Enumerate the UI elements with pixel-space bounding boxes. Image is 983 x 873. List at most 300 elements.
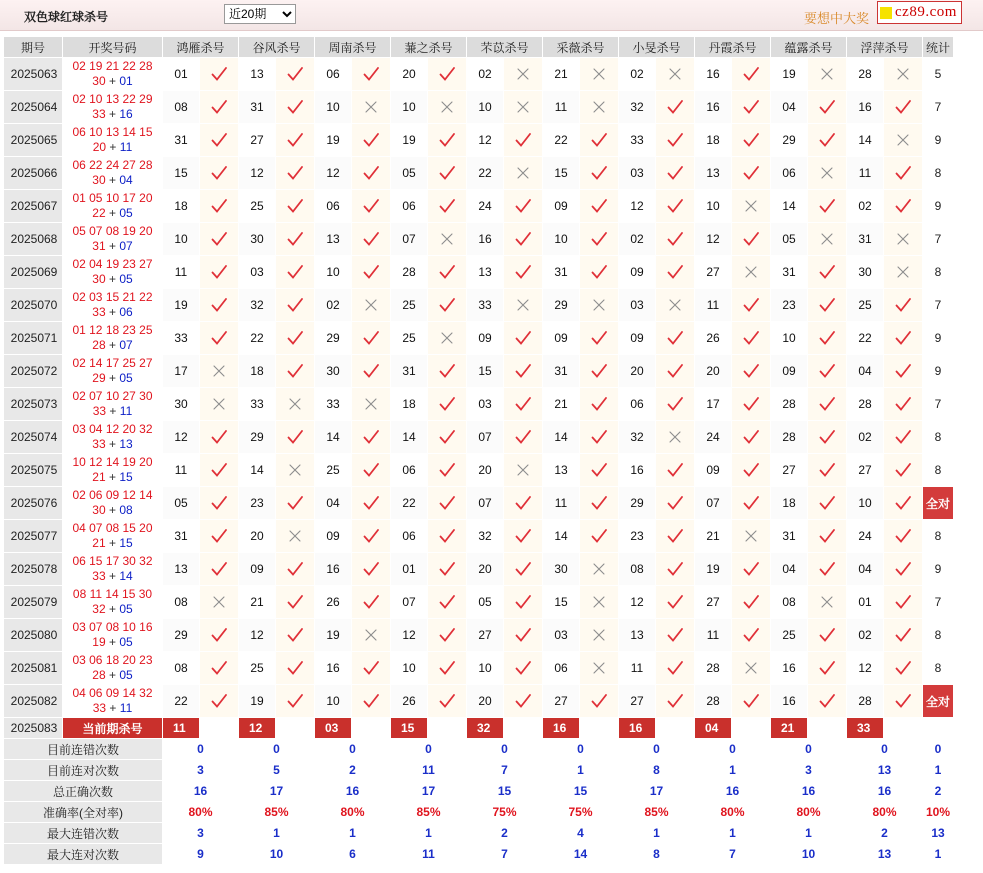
kill-number: 27 [543, 685, 579, 717]
check-icon [667, 528, 683, 544]
balls-second-line [63, 140, 162, 155]
draw-numbers-cell [63, 355, 162, 387]
cross-icon [819, 165, 835, 181]
result-mark [276, 685, 314, 717]
result-mark [808, 190, 846, 222]
plus-sign: + [105, 602, 120, 616]
stat-value: 80% [163, 802, 238, 822]
column-header: 统计 [923, 37, 953, 57]
kill-number: 27 [695, 586, 731, 618]
kill-number: 20 [391, 58, 427, 90]
kill-number: 09 [619, 256, 655, 288]
check-icon [895, 693, 911, 709]
stat-value: 3 [163, 823, 238, 843]
result-mark [428, 685, 466, 717]
kill-number: 29 [315, 322, 351, 354]
kill-number: 33 [467, 289, 503, 321]
stat-value: 0 [163, 739, 238, 759]
kill-number: 13 [239, 58, 275, 90]
kill-number: 32 [467, 520, 503, 552]
result-mark [352, 421, 390, 453]
kill-number: 18 [163, 190, 199, 222]
result-mark [808, 520, 846, 552]
kill-number: 28 [391, 256, 427, 288]
check-icon [895, 363, 911, 379]
result-mark [808, 355, 846, 387]
kill-number: 11 [543, 487, 579, 519]
check-icon [667, 594, 683, 610]
red-ball: 22 [92, 206, 106, 220]
result-mark [200, 256, 238, 288]
kill-number: 01 [847, 586, 883, 618]
result-mark [200, 223, 238, 255]
result-mark [200, 421, 238, 453]
check-icon [895, 330, 911, 346]
cross-icon [287, 462, 303, 478]
all-correct-badge: 全对 [923, 487, 953, 519]
kill-number: 31 [771, 256, 807, 288]
result-mark [580, 685, 618, 717]
result-mark [656, 289, 694, 321]
kill-number: 01 [391, 553, 427, 585]
count-cell: 7 [923, 388, 953, 420]
count-cell: 9 [923, 190, 953, 222]
check-icon [211, 231, 227, 247]
check-icon [667, 165, 683, 181]
cross-icon [591, 660, 607, 676]
stat-value: 2 [315, 760, 390, 780]
result-mark [200, 157, 238, 189]
cross-icon [895, 231, 911, 247]
kill-number: 13 [619, 619, 655, 651]
result-mark [580, 586, 618, 618]
check-icon [287, 627, 303, 643]
check-icon [819, 561, 835, 577]
result-mark [884, 256, 922, 288]
kill-number: 30 [315, 355, 351, 387]
result-mark [352, 190, 390, 222]
kill-number: 30 [163, 388, 199, 420]
result-mark [884, 355, 922, 387]
kill-number: 02 [847, 619, 883, 651]
result-mark [808, 91, 846, 123]
current-kill-number: 12 [239, 718, 275, 738]
balls-second-line [63, 602, 162, 617]
draw-numbers-cell [63, 289, 162, 321]
check-icon [515, 627, 531, 643]
result-mark [352, 685, 390, 717]
check-icon [743, 462, 759, 478]
balls-second-line [63, 305, 162, 320]
check-icon [667, 627, 683, 643]
red-balls-line: 02 10 13 22 29 [72, 92, 153, 106]
issue-cell: 2025063 [4, 58, 62, 90]
stat-value: 1 [239, 823, 314, 843]
stat-row [4, 760, 953, 780]
result-mark [656, 685, 694, 717]
current-blank [352, 718, 390, 738]
check-icon [211, 330, 227, 346]
cross-icon [667, 66, 683, 82]
kill-number: 11 [163, 454, 199, 486]
check-icon [439, 363, 455, 379]
issue-cell: 2025064 [4, 91, 62, 123]
balls-second-line [63, 74, 162, 89]
result-mark [808, 58, 846, 90]
current-kill-number: 33 [847, 718, 883, 738]
result-mark [656, 520, 694, 552]
stat-value: 17 [239, 781, 314, 801]
kill-number: 08 [163, 586, 199, 618]
check-icon [287, 297, 303, 313]
result-mark [200, 388, 238, 420]
table-row [4, 454, 953, 486]
period-select[interactable] [224, 4, 296, 24]
kill-number: 09 [239, 553, 275, 585]
stat-value: 1 [315, 823, 390, 843]
current-blank [656, 718, 694, 738]
result-mark [428, 190, 466, 222]
kill-number: 02 [619, 58, 655, 90]
check-icon [895, 660, 911, 676]
kill-number: 17 [695, 388, 731, 420]
kill-number: 10 [467, 652, 503, 684]
check-icon [819, 297, 835, 313]
plus-sign: + [106, 140, 120, 154]
stat-value: 7 [695, 844, 770, 864]
header-row [4, 37, 953, 57]
kill-number: 29 [543, 289, 579, 321]
result-mark [884, 454, 922, 486]
kill-number: 25 [239, 190, 275, 222]
count-cell: 8 [923, 157, 953, 189]
result-mark [428, 124, 466, 156]
kill-number: 25 [315, 454, 351, 486]
result-mark [428, 553, 466, 585]
result-mark [732, 652, 770, 684]
cross-icon [363, 99, 379, 115]
stat-row [4, 823, 953, 843]
result-mark [352, 289, 390, 321]
check-icon [211, 429, 227, 445]
balls-second-line [63, 338, 162, 353]
check-icon [515, 132, 531, 148]
result-mark [732, 454, 770, 486]
stat-value: 13 [847, 844, 922, 864]
cross-icon [591, 66, 607, 82]
kill-number: 11 [163, 256, 199, 288]
check-icon [515, 429, 531, 445]
check-icon [591, 693, 607, 709]
draw-numbers-cell [63, 652, 162, 684]
result-mark [580, 553, 618, 585]
result-mark [656, 421, 694, 453]
check-icon [515, 396, 531, 412]
draw-numbers-cell [63, 190, 162, 222]
count-cell: 8 [923, 619, 953, 651]
result-mark [656, 652, 694, 684]
plus-sign: + [106, 701, 120, 715]
check-icon [439, 495, 455, 511]
check-icon [211, 627, 227, 643]
check-icon [591, 396, 607, 412]
cross-icon [743, 198, 759, 214]
result-mark [504, 421, 542, 453]
plus-sign: + [105, 239, 120, 253]
result-mark [428, 520, 466, 552]
kill-number: 08 [163, 91, 199, 123]
blue-ball: 11 [119, 140, 133, 154]
current-blank [732, 718, 770, 738]
issue-cell: 2025065 [4, 124, 62, 156]
cross-icon [819, 66, 835, 82]
column-header: 采薇杀号 [543, 37, 618, 57]
draw-numbers-cell [63, 388, 162, 420]
result-mark [580, 157, 618, 189]
kill-number: 08 [771, 586, 807, 618]
kill-number: 12 [619, 190, 655, 222]
result-mark [352, 58, 390, 90]
cross-icon [211, 594, 227, 610]
cross-icon [591, 99, 607, 115]
kill-number: 28 [771, 421, 807, 453]
check-icon [895, 462, 911, 478]
blue-ball: 05 [119, 635, 133, 649]
draw-numbers-cell [63, 520, 162, 552]
check-icon [819, 330, 835, 346]
check-icon [895, 561, 911, 577]
stat-value: 1 [619, 823, 694, 843]
check-icon [591, 165, 607, 181]
kill-number: 06 [391, 190, 427, 222]
kill-number: 18 [239, 355, 275, 387]
check-icon [895, 297, 911, 313]
balls-second-line [63, 173, 162, 188]
current-kill-number: 15 [391, 718, 427, 738]
stat-value: 16 [315, 781, 390, 801]
kill-number: 21 [239, 586, 275, 618]
result-mark [352, 586, 390, 618]
blue-ball: 05 [119, 668, 133, 682]
kill-number: 03 [619, 289, 655, 321]
kill-number: 16 [695, 58, 731, 90]
kill-number: 14 [391, 421, 427, 453]
cross-icon [667, 429, 683, 445]
kill-number: 09 [467, 322, 503, 354]
issue-cell: 2025066 [4, 157, 62, 189]
check-icon [667, 693, 683, 709]
kill-number: 03 [543, 619, 579, 651]
red-balls-line: 04 07 08 15 20 [72, 521, 153, 535]
check-icon [439, 297, 455, 313]
stat-value: 17 [619, 781, 694, 801]
count-cell: 8 [923, 454, 953, 486]
result-mark [580, 652, 618, 684]
kill-number: 06 [391, 454, 427, 486]
issue-cell: 2025083 [4, 718, 62, 738]
check-icon [439, 429, 455, 445]
kill-number: 33 [315, 388, 351, 420]
kill-number: 28 [695, 652, 731, 684]
result-mark [276, 553, 314, 585]
kill-number: 14 [315, 421, 351, 453]
check-icon [287, 231, 303, 247]
result-mark [808, 421, 846, 453]
stat-label: 目前连错次数 [4, 739, 162, 759]
kill-number: 25 [239, 652, 275, 684]
check-icon [287, 330, 303, 346]
kill-number: 02 [847, 421, 883, 453]
stat-value: 8 [619, 844, 694, 864]
check-icon [363, 330, 379, 346]
result-mark [352, 454, 390, 486]
check-icon [515, 660, 531, 676]
result-mark [656, 58, 694, 90]
kill-number: 22 [163, 685, 199, 717]
result-mark [808, 487, 846, 519]
check-icon [515, 528, 531, 544]
blue-ball: 08 [119, 503, 133, 517]
kill-number: 06 [543, 652, 579, 684]
result-mark [352, 487, 390, 519]
kill-number: 09 [543, 322, 579, 354]
kill-number: 10 [163, 223, 199, 255]
result-mark [580, 487, 618, 519]
check-icon [591, 330, 607, 346]
balls-second-line [63, 569, 162, 584]
count-cell: 8 [923, 421, 953, 453]
result-mark [504, 289, 542, 321]
red-balls-line: 06 15 17 30 32 [72, 554, 153, 568]
balls-second-line [63, 470, 162, 485]
check-icon [667, 132, 683, 148]
result-mark [352, 619, 390, 651]
stat-value: 13 [847, 760, 922, 780]
kill-number: 11 [695, 289, 731, 321]
plus-sign: + [105, 503, 120, 517]
result-mark [732, 256, 770, 288]
red-ball: 21 [92, 536, 106, 550]
result-mark [200, 520, 238, 552]
stat-value: 75% [467, 802, 542, 822]
blue-ball: 15 [119, 470, 133, 484]
check-icon [819, 528, 835, 544]
current-kill-number: 04 [695, 718, 731, 738]
result-mark [732, 322, 770, 354]
result-mark [656, 619, 694, 651]
result-mark [884, 190, 922, 222]
check-icon [743, 363, 759, 379]
kill-number: 19 [391, 124, 427, 156]
red-ball: 20 [92, 140, 107, 154]
current-kill-label: 当前期杀号 [63, 718, 162, 738]
result-mark [656, 454, 694, 486]
result-mark [504, 586, 542, 618]
stat-value: 1 [695, 760, 770, 780]
red-ball: 32 [92, 602, 106, 616]
kill-number: 07 [391, 586, 427, 618]
check-icon [287, 594, 303, 610]
stat-value: 85% [619, 802, 694, 822]
result-mark [732, 157, 770, 189]
promo-text[interactable]: 要想中大奖 [804, 11, 870, 26]
blue-ball: 05 [119, 371, 133, 385]
result-mark [808, 289, 846, 321]
column-header: 期号 [4, 37, 62, 57]
kill-number: 02 [847, 190, 883, 222]
issue-cell: 2025075 [4, 454, 62, 486]
blue-ball: 15 [119, 536, 133, 550]
balls-second-line [63, 371, 162, 386]
stat-value: 16 [695, 781, 770, 801]
count-cell: 7 [923, 289, 953, 321]
issue-cell: 2025067 [4, 190, 62, 222]
result-mark [580, 355, 618, 387]
issue-cell: 2025073 [4, 388, 62, 420]
current-kill-number: 16 [619, 718, 655, 738]
check-icon [439, 132, 455, 148]
result-mark [884, 421, 922, 453]
current-issue-row [4, 718, 953, 738]
red-ball: 28 [92, 338, 106, 352]
check-icon [211, 693, 227, 709]
red-balls-line: 01 05 10 17 20 [72, 191, 153, 205]
plus-sign: + [105, 305, 120, 319]
check-icon [667, 462, 683, 478]
kill-number-table [3, 36, 954, 865]
result-mark [276, 355, 314, 387]
kill-number: 33 [619, 124, 655, 156]
balls-second-line [63, 701, 162, 716]
result-mark [352, 520, 390, 552]
check-icon [363, 165, 379, 181]
check-icon [287, 99, 303, 115]
result-mark [656, 388, 694, 420]
kill-number: 13 [543, 454, 579, 486]
check-icon [211, 297, 227, 313]
result-mark [732, 685, 770, 717]
cross-icon [667, 297, 683, 313]
result-mark [580, 520, 618, 552]
balls-second-line [63, 107, 162, 122]
kill-number: 29 [239, 421, 275, 453]
check-icon [667, 264, 683, 280]
result-mark [276, 487, 314, 519]
kill-number: 22 [847, 322, 883, 354]
kill-number: 10 [543, 223, 579, 255]
result-mark [428, 322, 466, 354]
kill-number: 33 [163, 322, 199, 354]
check-icon [363, 528, 379, 544]
red-balls-line: 04 06 09 14 32 [72, 686, 153, 700]
check-icon [515, 693, 531, 709]
result-mark [580, 223, 618, 255]
stat-value: 0 [695, 739, 770, 759]
check-icon [211, 66, 227, 82]
current-blank [428, 718, 466, 738]
result-mark [884, 289, 922, 321]
balls-second-line [63, 437, 162, 452]
kill-number: 16 [771, 685, 807, 717]
plus-sign: + [105, 437, 120, 451]
site-logo[interactable] [877, 1, 962, 24]
column-header: 蒹之杀号 [391, 37, 466, 57]
result-mark [732, 619, 770, 651]
kill-number: 27 [771, 454, 807, 486]
red-ball: 33 [92, 437, 106, 451]
check-icon [895, 198, 911, 214]
red-ball: 33 [92, 107, 106, 121]
